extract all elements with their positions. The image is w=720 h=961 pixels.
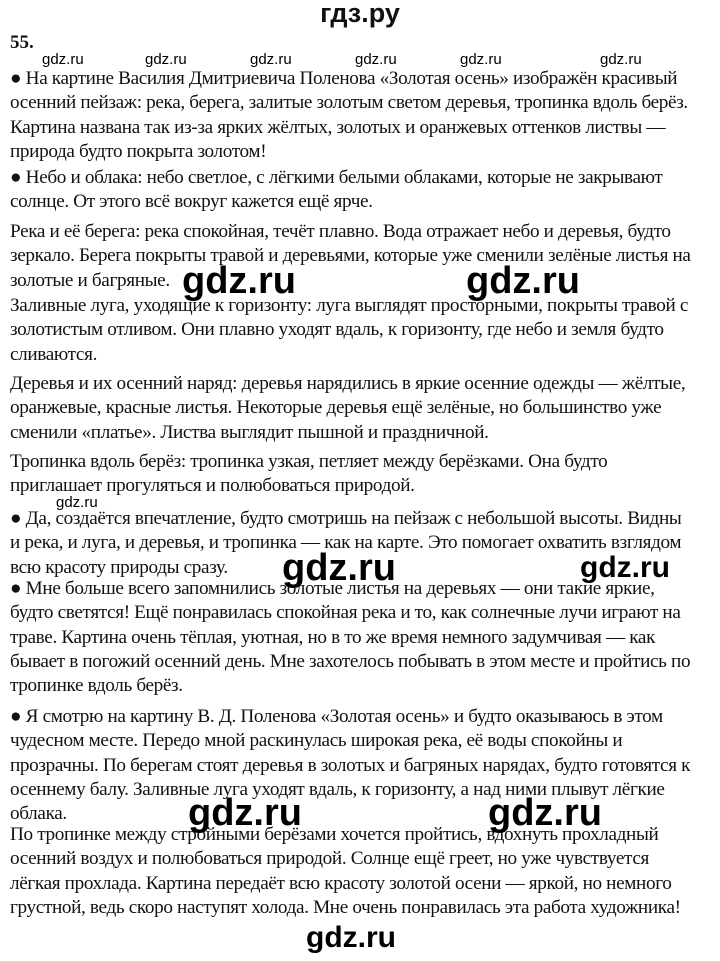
text-line: ● Да, создаётся впечатление, будто смотришь на пейзаж с небольшой высоты. Видны xyxy=(10,508,682,529)
text-line: природа будто покрыта золотом! xyxy=(10,140,267,162)
watermark: gdz.ru xyxy=(460,51,502,68)
text-line: ● На картине Василия Дмитриевича Поленова «Золотая осень» изображён красивый xyxy=(10,68,678,89)
text-line: ● Я смотрю на картину В. Д. Поленова «Золотая осень» и будто оказываюсь в этом xyxy=(10,706,663,727)
answer-paragraph xyxy=(10,67,688,164)
text-line: прозрачны. По берегам стоят деревья в золотых и багряных нарядах, будто готовятся к xyxy=(10,754,691,776)
text-line: осеннему балу. Заливные луга уходят вдаль, к горизонту, а над ними плывут лёгкие xyxy=(10,778,665,800)
text-line: тропинке вдоль берёз. xyxy=(10,675,183,697)
answer-paragraph xyxy=(10,577,690,698)
answer-paragraph xyxy=(10,220,691,302)
watermark: gdz.ru xyxy=(488,792,602,834)
task-number: 55. xyxy=(10,32,34,53)
text-line: приглашает прогуляться и полюбоваться природой. xyxy=(10,475,415,497)
text-line: осенний воздух и полюбоваться природой. Солнце ещё греет, но уже чувствуется xyxy=(10,848,649,870)
text-line: золотые и багряные. xyxy=(10,269,170,291)
text-line: всю красоту природы сразу. xyxy=(10,556,228,578)
text-line: оранжевые, красные листья. Некоторые деревья ещё зелёные, но большинство уже xyxy=(10,397,662,419)
watermark: gdz.ru xyxy=(188,792,302,834)
text-line: Деревья и их осенний наряд: деревья нарядились в яркие осенние одежды — жёлтые, xyxy=(10,373,686,394)
text-line: лёгкая прохлада. Картина передаёт всю красоту золотой осени — яркой, но немного xyxy=(10,872,672,894)
text-line: Тропинка вдоль берёз: тропинка узкая, петляет между берёзками. Она будто xyxy=(10,451,608,472)
text-line: и река, и луга, и деревья, и тропинка — как на карте. Это помогает охватить взглядом xyxy=(10,532,682,554)
text-line: будто светятся! Ещё понравилась спокойная река и то, как солнечные лучи играют на xyxy=(10,602,681,624)
text-line: бывает в погожий осенний день. Мне захотелось побывать в этом месте и пройтись по xyxy=(10,650,691,672)
text-line: Заливные луга, уходящие к горизонту: луга выглядят просторными, покрыты травой с xyxy=(10,295,689,316)
watermark: gdz.ru xyxy=(600,51,642,68)
watermark: gdz.ru xyxy=(355,51,397,68)
answer-paragraph xyxy=(10,372,685,445)
text-line: сменили «платье». Листва выглядит пышной и праздничной. xyxy=(10,421,489,443)
watermark: gdz.ru xyxy=(306,921,396,954)
answer-paragraph xyxy=(10,823,681,920)
watermark: gdz.ru xyxy=(250,51,292,68)
text-line: ● Мне больше всего запомнились золотые листья на деревьях — они такие яркие, xyxy=(10,578,655,599)
text-line: По тропинке между стройными берёзами хочется пройтись, вдохнуть прохладный xyxy=(10,824,659,845)
text-line: траве. Картина очень тёплая, уютная, но в то же время немного задумчивая — как xyxy=(10,626,656,648)
text-line: облака. xyxy=(10,803,67,825)
answer-paragraph xyxy=(10,166,662,215)
watermark: gdz.ru xyxy=(282,547,396,589)
site-title: гдз.ру xyxy=(320,0,400,28)
text-line: грустной, ведь скоро наступят холода. Мне очень понравилась эта работа художника! xyxy=(10,896,681,918)
watermark: gdz.ru xyxy=(145,51,187,68)
watermark: gdz.ru xyxy=(56,494,98,511)
answer-paragraph xyxy=(10,450,607,499)
text-line: солнце. От этого всё вокруг кажется ещё ярче. xyxy=(10,191,373,213)
text-line: Картина названа так из-за ярких жёлтых, золотых и оранжевых оттенков листвы — xyxy=(10,116,666,138)
watermark: gdz.ru xyxy=(580,551,670,584)
answer-paragraph xyxy=(10,294,688,367)
text-line: зеркало. Берега покрыты травой и деревьями, которые уже сменили зелёные листья на xyxy=(10,245,691,267)
text-line: сливаются. xyxy=(10,343,98,365)
watermark: gdz.ru xyxy=(42,51,84,68)
watermark: gdz.ru xyxy=(466,260,580,302)
text-line: Река и её берега: река спокойная, течёт плавно. Вода отражает небо и деревья, будто xyxy=(10,221,671,242)
text-line: осенний пейзаж: река, берега, залитые золотым светом деревья, тропинка вдоль берёз. xyxy=(10,92,688,114)
text-line: чудесном месте. Передо мной раскинулась широкая река, её воды спокойны и xyxy=(10,730,623,752)
watermark: gdz.ru xyxy=(182,260,296,302)
text-line: ● Небо и облака: небо светлое, с лёгкими белыми облаками, которые не закрывают xyxy=(10,167,663,188)
text-line: золотистым отливом. Они плавно уходят вдаль, к горизонту, где небо и земля будто xyxy=(10,319,664,341)
